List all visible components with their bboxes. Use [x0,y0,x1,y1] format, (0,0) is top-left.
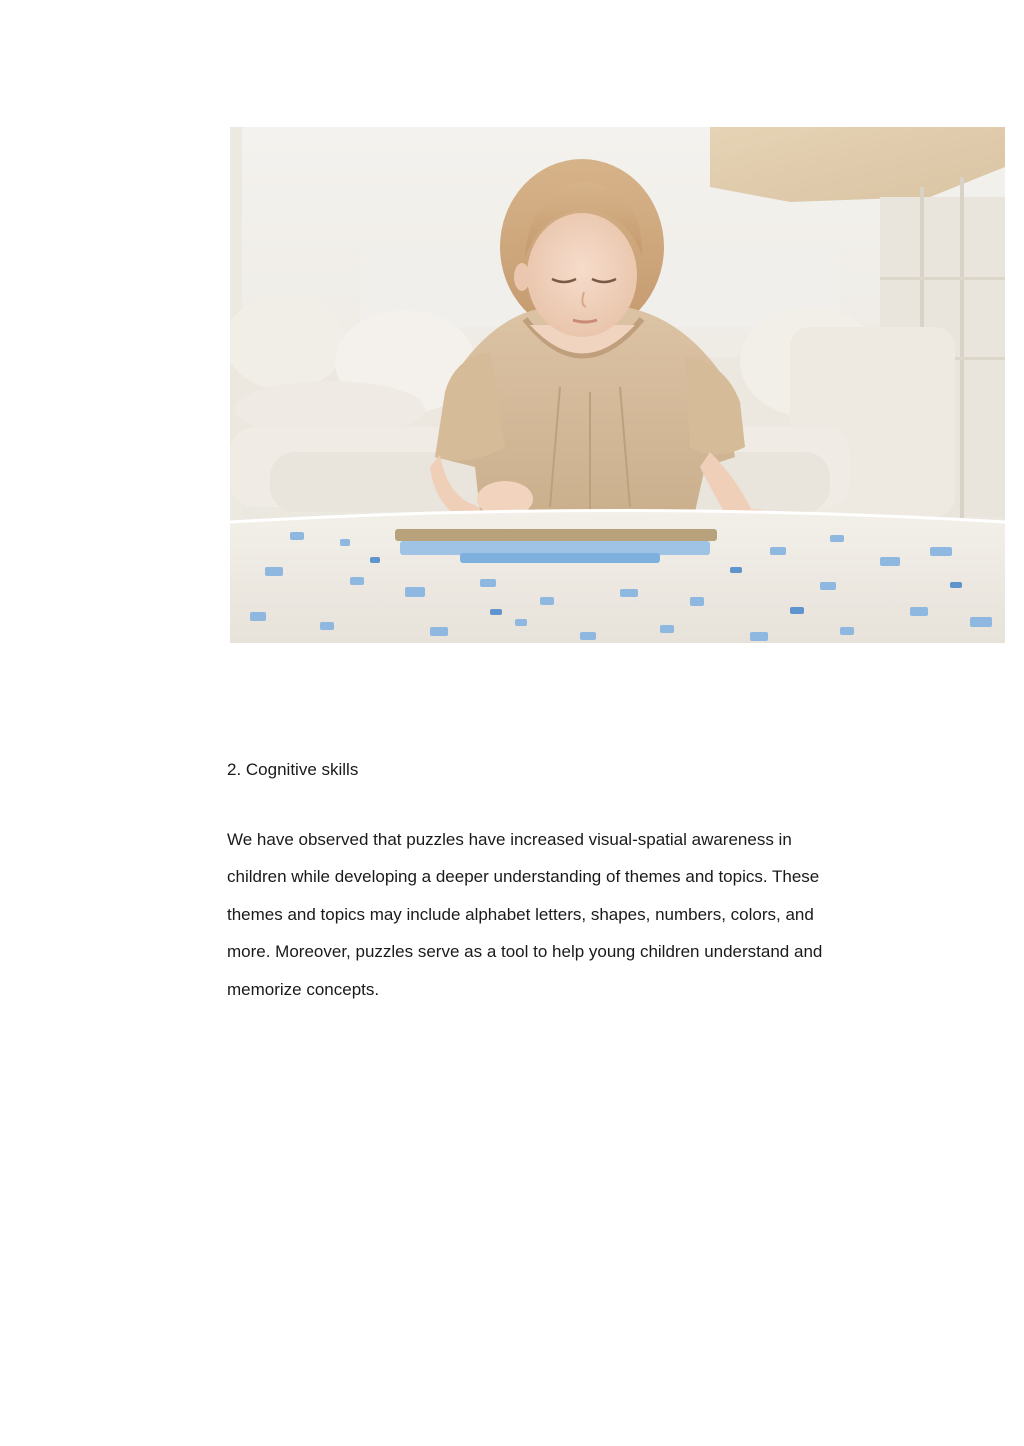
section-paragraph [227,826,877,1013]
paragraph-line: more. Moreover, puzzles serve as a tool to help young children understand and [227,942,823,962]
paragraph-line: themes and topics may include alphabet letters, shapes, numbers, colors, and [227,904,814,924]
paragraph-line: We have observed that puzzles have increased visual-spatial awareness in [227,830,792,849]
child-puzzle-photo [230,127,1005,643]
paragraph-line: children while developing a deeper understanding of themes and topics. These [227,867,820,887]
paragraph-line: memorize concepts. [227,979,380,999]
section-heading: 2. Cognitive skills [227,760,359,779]
